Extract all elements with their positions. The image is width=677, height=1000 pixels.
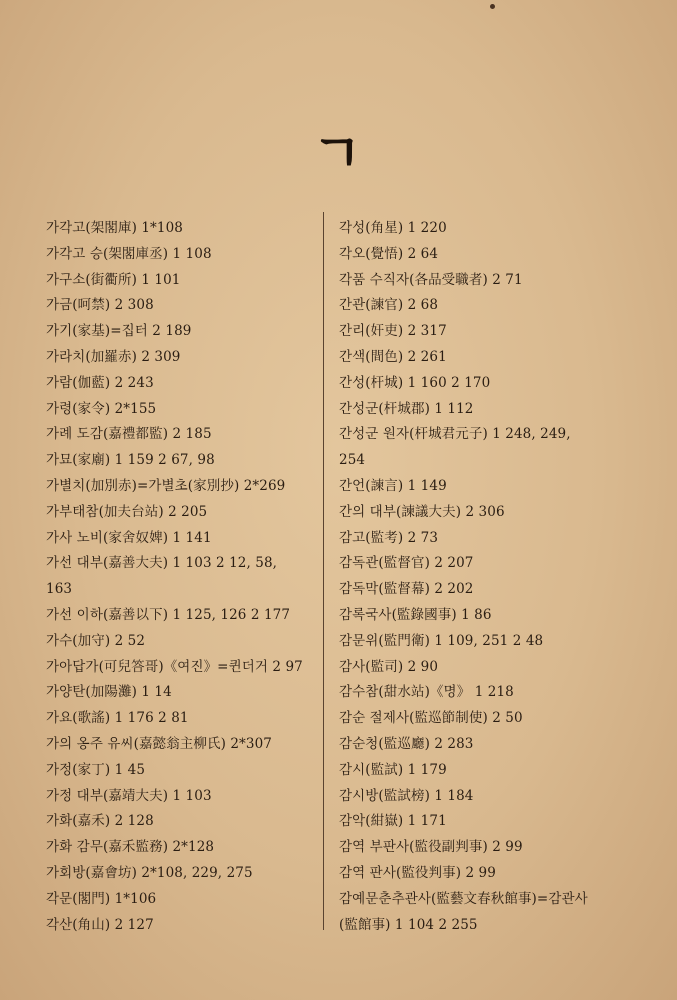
index-entry: 감시(監試) 1 179 xyxy=(339,761,447,778)
index-entry: 가각고 승(架閣庫丞) 1 108 xyxy=(46,245,212,262)
index-entry: 감순 절제사(監巡節制使) 2 50 xyxy=(339,710,523,727)
index-entry: 각품 수직자(各品受職者) 2 71 xyxy=(339,271,523,288)
index-entry: 감록국사(監錄國事) 1 86 xyxy=(339,606,492,623)
index-entry: 감독관(監督官) 2 207 xyxy=(339,555,474,572)
column-divider xyxy=(323,212,324,930)
index-entry: 가의 옹주 유씨(嘉懿翁主柳氏) 2*307 xyxy=(46,735,272,752)
index-entry: 감예문춘추관사(監藝文春秋館事)=감관사 xyxy=(339,890,588,907)
index-entry: 간성(杆城) 1 160 2 170 xyxy=(339,374,491,391)
index-entry: 간성군 원자(杆城君元子) 1 248, 249, xyxy=(339,426,571,443)
index-entry: 가화 감무(嘉禾監務) 2*128 xyxy=(46,839,215,856)
index-entry: 가수(加守) 2 52 xyxy=(46,632,146,649)
index-entry: 가금(呵禁) 2 308 xyxy=(46,297,154,314)
index-entry: 간의 대부(諫議大夫) 2 306 xyxy=(339,503,505,520)
index-entry: 각성(角星) 1 220 xyxy=(339,220,447,236)
index-entry: 간성군(杆城郡) 1 112 xyxy=(339,400,474,417)
right-column xyxy=(339,216,639,938)
index-entry: 가부태참(加夫台站) 2 205 xyxy=(46,503,208,520)
index-entry: 가구소(街衢所) 1 101 xyxy=(46,271,181,288)
index-entry: 감역 부판사(監役副判事) 2 99 xyxy=(339,839,523,856)
index-entry: 간색(間色) 2 261 xyxy=(339,348,447,365)
index-entry: 가별치(加別赤)=가별초(家別抄) 2*269 xyxy=(46,477,286,494)
section-heading: ㄱ xyxy=(312,124,363,184)
index-entry: 가라치(加羅赤) 2 309 xyxy=(46,348,181,365)
index-entry: 간관(諫官) 2 68 xyxy=(339,297,439,314)
index-entry: 감문위(監門衛) 1 109, 251 2 48 xyxy=(339,632,544,649)
left-column xyxy=(46,216,316,938)
index-entry: 가묘(家廟) 1 159 2 67, 98 xyxy=(46,452,215,469)
index-entry: 감사(監司) 2 90 xyxy=(339,658,439,675)
index-entry: 감악(紺嶽) 1 171 xyxy=(339,813,447,830)
index-entry: 가회방(嘉會坊) 2*108, 229, 275 xyxy=(46,864,253,881)
index-entry: 가아답가(可兒答哥)《여진》=퀸더거 2 97 xyxy=(46,658,303,675)
index-entry: 가람(伽藍) 2 243 xyxy=(46,374,154,391)
index-entry: 감역 판사(監役判事) 2 99 xyxy=(339,864,496,881)
index-entry: 가령(家令) 2*155 xyxy=(46,400,157,417)
index-entry: 가양탄(加陽灘) 1 14 xyxy=(46,684,172,701)
index-entry: 가정 대부(嘉靖大夫) 1 103 xyxy=(46,787,212,804)
index-entry-continuation: 163 xyxy=(46,581,73,598)
index-entry: 간언(諫言) 1 149 xyxy=(339,477,447,494)
index-entry: 가각고(架閣庫) 1*108 xyxy=(46,220,183,236)
index-entry-continuation: (監館事) 1 104 2 255 xyxy=(339,916,478,933)
index-entry: 감고(監考) 2 73 xyxy=(339,529,439,546)
index-entry: 가선 이하(嘉善以下) 1 125, 126 2 177 xyxy=(46,606,291,623)
index-entry: 간리(奸吏) 2 317 xyxy=(339,323,447,340)
index-entry: 가정(家丁) 1 45 xyxy=(46,761,146,778)
index-entry: 가기(家基)=집터 2 189 xyxy=(46,323,192,340)
index-entry: 가요(歌謠) 1 176 2 81 xyxy=(46,710,189,727)
index-entry: 각산(角山) 2 127 xyxy=(46,916,154,933)
index-entry: 가사 노비(家舍奴婢) 1 141 xyxy=(46,529,212,546)
index-entry: 가례 도감(嘉禮都監) 2 185 xyxy=(46,426,212,443)
index-entry: 가선 대부(嘉善大夫) 1 103 2 12, 58, xyxy=(46,555,278,572)
index-entry: 감수참(甜水站)《명》 1 218 xyxy=(339,684,514,701)
index-entry: 감순청(監巡廳) 2 283 xyxy=(339,735,474,752)
index-entry-continuation: 254 xyxy=(339,452,366,469)
index-entry: 각오(覺悟) 2 64 xyxy=(339,245,439,262)
ink-speck xyxy=(490,4,495,9)
index-entry: 각문(閣門) 1*106 xyxy=(46,890,157,907)
index-entry: 감독막(監督幕) 2 202 xyxy=(339,581,474,598)
index-entry: 가화(嘉禾) 2 128 xyxy=(46,813,154,830)
index-entry: 감시방(監試榜) 1 184 xyxy=(339,787,474,804)
